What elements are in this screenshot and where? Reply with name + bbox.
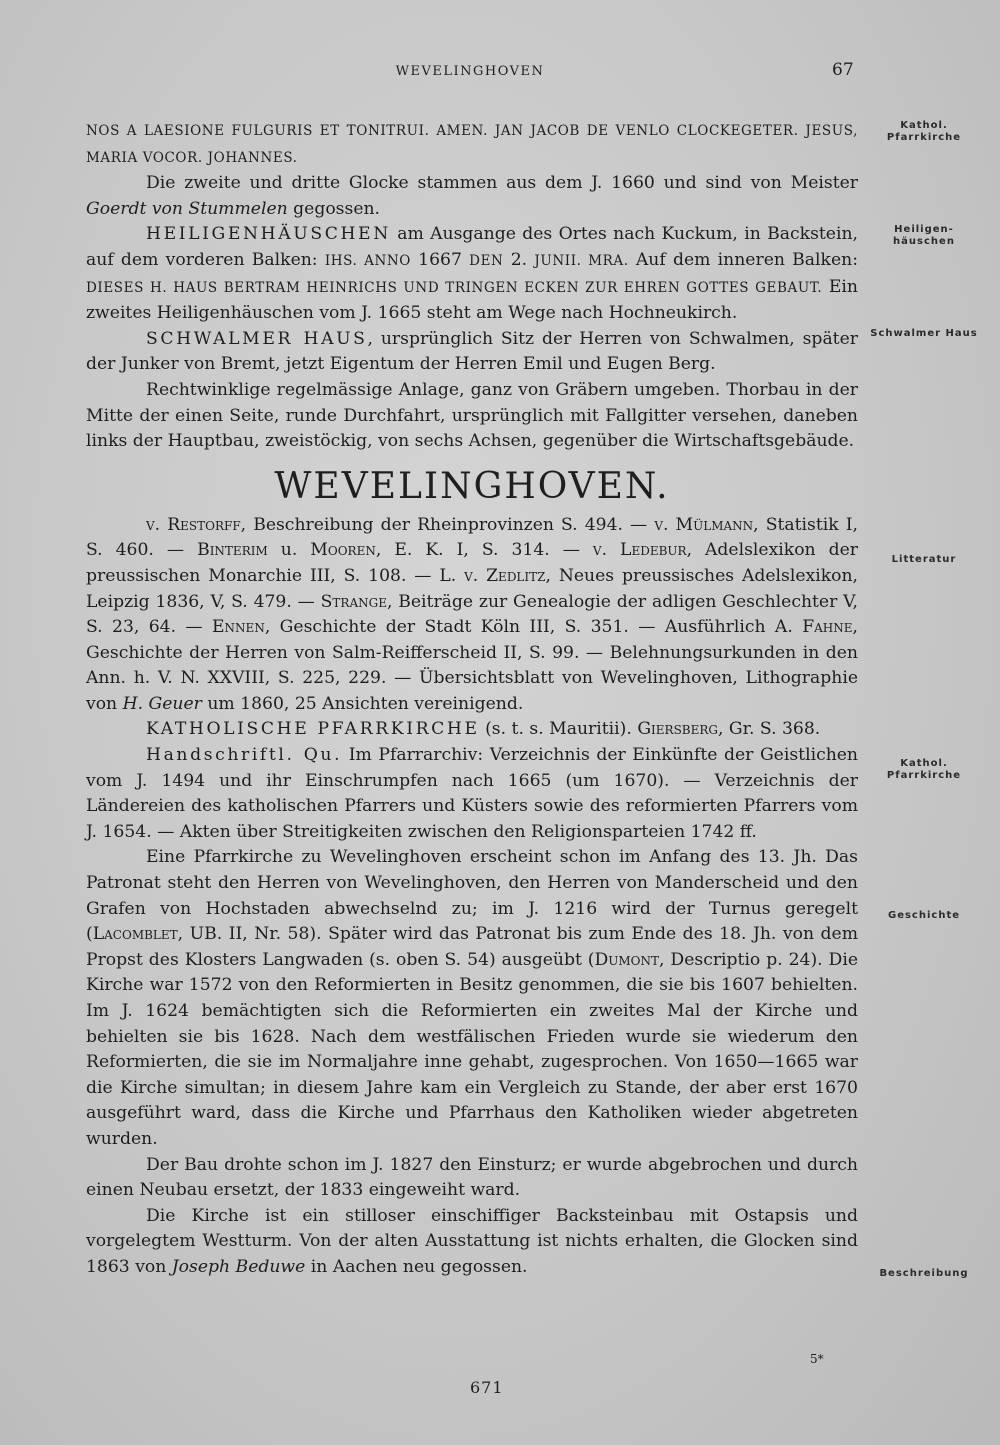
footer-number: 671: [470, 1378, 504, 1397]
bell-inscription: NOS A LAESIONE FULGURIS ET TONITRUI. AMEN. JAN JACOB DE VENLO CLOCKEGETER. JESUS, MARIA VOCOR. JOHANNES.: [86, 123, 858, 166]
paragraph-schwalmer-haus: SCHWALMER HAUS, ursprünglich Sitz der Herren von Schwalmen, später der Junker von Bremt, jetzt Eigentum der Herren Emil und Eugen Berg.: [86, 328, 858, 375]
margin-note-kathol-1: Kathol. Pfarrkirche: [886, 120, 962, 143]
paragraph-beschreibung: Die Kirche ist ein stilloser einschiffiger Backsteinbau mit Ostapsis und vorgelegtem Westturm. Von der alten Ausstattung ist nichts erhalten, die Glocken sind 1863 von Joseph Beduwe in Aachen neu gegossen.: [86, 1205, 858, 1277]
running-header: WEVELINGHOVEN: [395, 64, 545, 79]
paragraph-anlage: Rechtwinklige regelmässige Anlage, ganz von Gräbern umgeben. Thorbau in der Mitte der einen Seite, runde Durchfahrt, ursprünglich mit Fallgitter versehen, daneben links der Hauptbau, zweistöckig, von sechs Achsen, gegenüber die Wirtschaftsgebäude.: [86, 379, 858, 452]
margin-note-heiligen: Heiligen-häuschen: [893, 224, 955, 247]
margin-note-litteratur: Litteratur: [891, 554, 957, 565]
paragraph-literature: v. Restorff, Beschreibung der Rheinprovinzen S. 494. — v. Mülmann, Statistik I, S. 460. — Binterim u. Mooren, E. K. I, S. 314. — v. Ledebur, Adelslexikon der preussischen Monarchie III, S. 108. — L. v. Zedlitz, Neues preussisches Adelslexikon, Leipzig 1836, V, S. 479. — Strange, Beiträge zur Genealogie der adligen Geschlechter V, S. 23, 64. — Ennen, Geschichte der Stadt Köln III, S. 351. — Ausführlich A. Fahne, Geschichte der Herren von Salm-Reifferscheid II, S. 99. — Belehnungsurkunden in den Ann. h. V. N. XXVIII, S. 225, 229. — Übersichtsblatt von Wevelinghoven, Lithographie von H. Geuer um 1860, 25 Ansichten vereinigend.: [86, 514, 859, 714]
body-text: [86, 118, 858, 1281]
margin-note-geschichte: Geschichte: [887, 910, 961, 921]
paragraph-handschriftliche-quellen: Handschriftl. Qu. Im Pfarrarchiv: Verzeichnis der Einkünfte der Geistlichen vom J. 1494 und ihr Einschrumpfen nach 1665 (um 1670). — Verzeichnis der Ländereien des katholischen Pfarrers und Küsters sowie des reformierten Pfarrers vom J. 1654. — Akten über Streitigkeiten zwischen den Religionsparteien 1742 ff.: [86, 745, 858, 842]
margin-note-schwalmer: Schwalmer Haus: [870, 328, 978, 339]
paragraph-katholische-pfarrkirche: KATHOLISCHE PFARRKIRCHE (s. t. s. Mauritii). Giersberg, Gr. S. 368.: [146, 719, 821, 740]
paragraph-geschichte: Eine Pfarrkirche zu Wevelinghoven erscheint schon im Anfang des 13. Jh. Das Patronat steht den Herren von Wevelinghoven, den Herren von Manderscheid und den Grafen von Hochstaden abwechselnd zu; im J. 1216 wird der Turnus geregelt (Lacomblet, UB. II, Nr. 58). Später wird das Patronat bis zum Ende des 18. Jh. von dem Propst des Klosters Langwaden (s. oben S. 54) ausgeübt (Dumont, Descriptio p. 24). Die Kirche war 1572 von den Reformierten in Besitz genommen, die sie bis 1607 behielten. Im J. 1624 bemächtigten sich die Reformierten ein zweites Mal der Kirche und behielten sie bis 1628. Nach dem westfälischen Frieden wurde sie wiederum den Reformierten, die sie im Normaljahre inne gehabt, zugesprochen. Von 1650—1665 war die Kirche simultan; in diesem Jahre kam ein Vergleich zu Stande, der aber erst 1670 ausgeführt ward, dass die Kirche und Pfarrhaus den Katholiken wieder abgetreten wurden.: [86, 847, 859, 1149]
heading-katholische-pfarrkirche: KATHOLISCHE PFARRKIRCHE: [146, 719, 480, 740]
section-title: WEVELINGHOVEN.: [274, 465, 670, 507]
margin-note-kathol-2: Kathol. Pfarrkirche: [886, 758, 962, 781]
paragraph-bells: Die zweite und dritte Glocke stammen aus dem J. 1660 und sind von Meister Goerdt von Stummelen gegossen.: [86, 173, 858, 219]
page-number: 67: [832, 60, 854, 80]
signature-mark: 5*: [810, 1352, 824, 1366]
heading-heiligenhaeuschen: HEILIGENHÄUSCHEN: [146, 224, 391, 245]
paragraph-heiligenhaeuschen: HEILIGENHÄUSCHEN am Ausgange des Ortes nach Kuckum, in Backstein, auf dem vorderen Balken: IHS. ANNO 1667 DEN 2. JUNII. MRA. Auf dem inneren Balken: DIESES H. HAUS BERTRAM HEINRICHS UND TRINGEN ECKEN ZUR EHREN GOTTES GEBAUT. Ein zweites Heiligenhäuschen vom J. 1665 steht am Wege nach Hochneukirch.: [86, 224, 858, 324]
paragraph-neubau: Der Bau drohte schon im J. 1827 den Einsturz; er wurde abgebrochen und durch einen Neubau ersetzt, der 1833 eingeweiht ward.: [86, 1154, 858, 1201]
heading-schwalmer-haus: SCHWALMER HAUS: [146, 328, 368, 349]
margin-note-beschreibung: Beschreibung: [879, 1268, 969, 1279]
